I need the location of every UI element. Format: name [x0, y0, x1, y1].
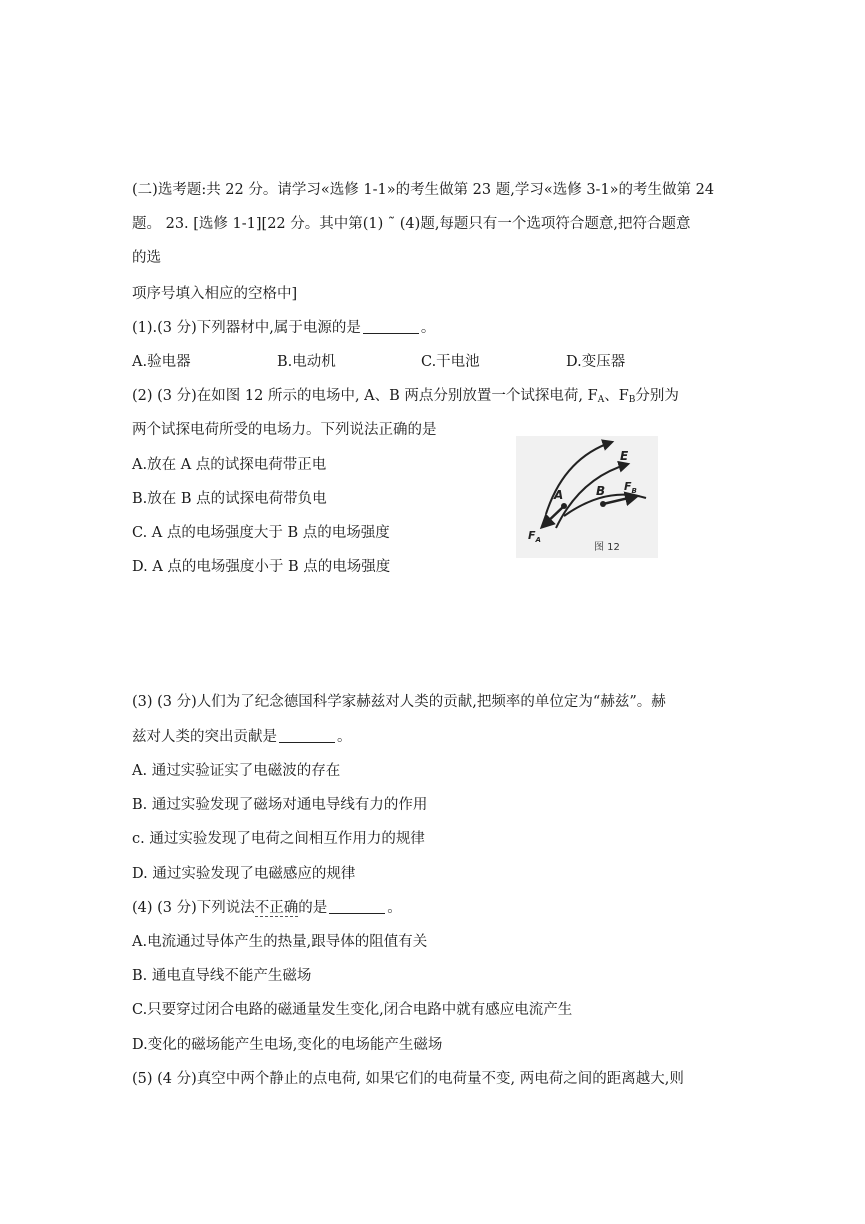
q1-option-a: A.验电器	[132, 354, 191, 370]
field-lines-diagram	[516, 436, 658, 558]
q2-stem-2: 两个试探电荷所受的电场力。下列说法正确的是	[132, 422, 437, 438]
label-fa	[528, 529, 541, 544]
q1-stem-line	[132, 318, 435, 338]
q4-answer-blank	[329, 899, 385, 914]
q4-stem-line	[132, 898, 402, 918]
q1-end: 。	[420, 320, 436, 336]
label-fb-sub: B	[631, 487, 637, 495]
q1-option-c: C.干电池	[421, 354, 480, 370]
q2-stem-line	[132, 386, 679, 410]
label-fb-main: F	[624, 480, 632, 493]
q4-option-d: D.变化的磁场能产生电场,变化的电场能产生磁场	[132, 1037, 443, 1053]
q2-stem-b: 分别为	[635, 388, 679, 404]
q2-option-c: C. A 点的电场强度大于 B 点的电场强度	[132, 525, 390, 541]
intro-line-3: 的选	[132, 250, 161, 266]
label-a: A	[554, 488, 564, 502]
q2-option-d: D. A 点的电场强度小于 B 点的电场强度	[132, 559, 391, 575]
label-fa-main: F	[528, 529, 536, 542]
q2-option-b: B.放在 B 点的试探电荷带负电	[132, 491, 327, 507]
q1-option-b: B.电动机	[277, 354, 336, 370]
q3-option-a: A. 通过实验证实了电磁波的存在	[132, 763, 341, 779]
q3-answer-blank	[279, 728, 335, 743]
intro-line-4: 项序号填入相应的空格中]	[132, 286, 298, 302]
intro-line-1: (二)选考题:共 22 分。请学习«选修 1-1»的考生做第 23 题,学习«选修 3-1»的考生做第 24	[132, 182, 715, 198]
q4-option-b: B. 通电直导线不能产生磁场	[132, 968, 312, 984]
q4-stem-emphasis: 不正确	[254, 900, 299, 916]
q1-stem: (1).(3 分)下列器材中,属于电源的是	[132, 320, 361, 336]
q4-option-c: C.只要穿过闭合电路的磁通量发生变化,闭合电路中就有感应电流产生	[132, 1002, 573, 1018]
figure-12-electric-field	[516, 436, 658, 558]
q2-stem-a: (2) (3 分)在如图 12 所示的电场中, A、B 两点分别放置一个试探电荷, F	[132, 388, 598, 404]
q1-options	[132, 352, 732, 372]
q1-option-d: D.变压器	[566, 354, 626, 370]
force-fb-arrow	[603, 496, 637, 504]
q4-stem-pre: (4) (3 分)下列说法	[132, 900, 255, 916]
label-b: B	[596, 484, 606, 498]
q2-sub-a: A	[597, 395, 605, 405]
label-fb	[624, 480, 637, 495]
q2-option-a: A.放在 A 点的试探电荷带正电	[132, 457, 327, 473]
label-e: E	[620, 449, 629, 463]
label-fa-sub: A	[535, 536, 541, 544]
q1-answer-blank	[363, 319, 419, 334]
q3-stem-line-2	[132, 727, 352, 747]
q3-option-c: c. 通过实验发现了电荷之间相互作用力的规律	[132, 831, 425, 847]
q5-stem: (5) (4 分)真空中两个静止的点电荷, 如果它们的电荷量不变, 两电荷之间的距离越大,则	[132, 1071, 684, 1087]
force-fa-arrow	[542, 506, 564, 527]
q3-stem-2: 兹对人类的突出贡献是	[132, 729, 277, 745]
q3-option-d: D. 通过实验发现了电磁感应的规律	[132, 866, 356, 882]
q3-stem-1: (3) (3 分)人们为了纪念德国科学家赫兹对人类的贡献,把频率的单位定为“赫兹”。赫	[132, 694, 666, 710]
q4-option-a: A.电流通过导体产生的热量,跟导体的阻值有关	[132, 934, 428, 950]
intro-line-2: 题。 23. [选修 1-1][22 分。其中第(1) ˜ (4)题,每题只有一个选项符合题意,把符合题意	[132, 216, 691, 232]
figure-caption: 图 12	[594, 542, 620, 553]
q3-option-b: B. 通过实验发现了磁场对通电导线有力的作用	[132, 797, 428, 813]
q4-end: 。	[387, 900, 402, 916]
q4-stem-post: 的是	[298, 900, 328, 916]
q3-end: 。	[337, 729, 352, 745]
q2-sub-b: B	[628, 395, 636, 405]
q2-mid: 、F	[604, 388, 629, 404]
